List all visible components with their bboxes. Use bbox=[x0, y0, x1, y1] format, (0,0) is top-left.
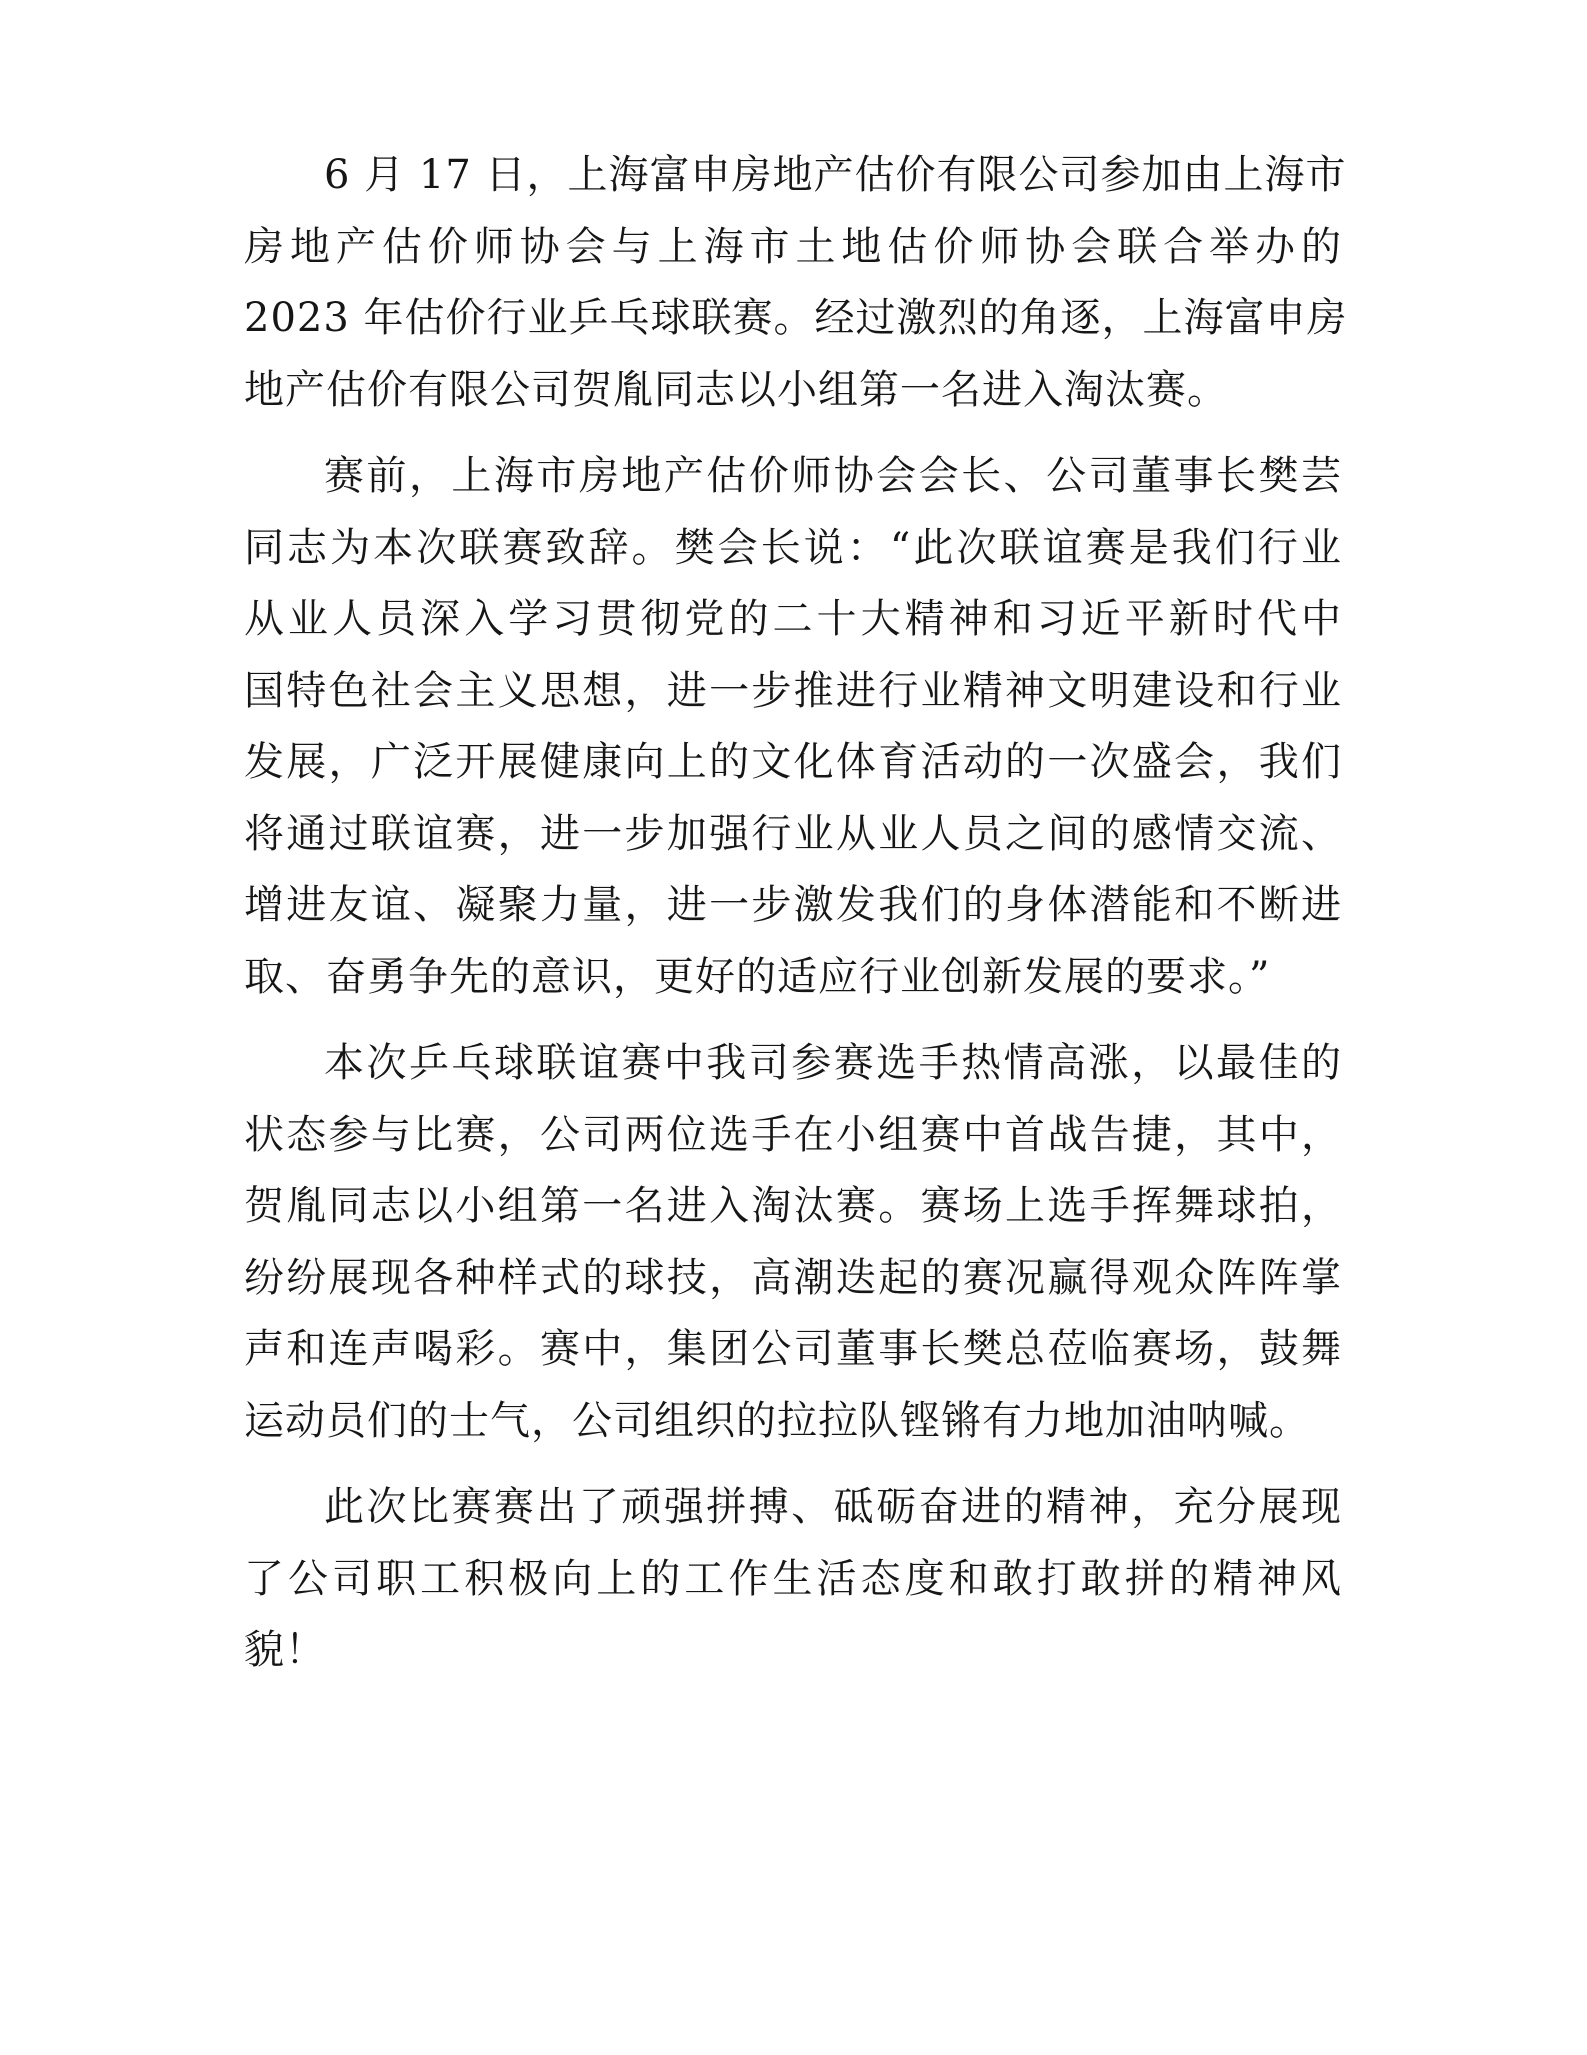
text-line: 同志为本次联赛致辞。樊会长说：“此次联谊赛是我们行业 bbox=[244, 524, 1342, 571]
text-line: 此次比赛赛出了顽强拼搏、砥砺奋进的精神，充分展现 bbox=[324, 1484, 1342, 1530]
text-line: 状态参与比赛，公司两位选手在小组赛中首战告捷，其中， bbox=[244, 1111, 1342, 1158]
text-line: 房地产估价师协会与上海市土地估价师协会联合举办的 bbox=[244, 223, 1342, 270]
text-line: 地产估价有限公司贺胤同志以小组第一名进入淘汰赛。 bbox=[244, 366, 1228, 413]
text-line: 赛前，上海市房地产估价师协会会长、公司董事长樊芸 bbox=[324, 453, 1342, 499]
text-line: 6 月 17 日，上海富申房地产估价有限公司参加由上海市 bbox=[324, 152, 1347, 198]
paragraph-4 bbox=[244, 1472, 1342, 1687]
text-line: 将通过联谊赛，进一步加强行业从业人员之间的感情交流、 bbox=[244, 810, 1342, 857]
text-line: 从业人员深入学习贯彻党的二十大精神和习近平新时代中 bbox=[244, 596, 1342, 642]
article-body bbox=[244, 140, 1348, 1702]
text-line: 贺胤同志以小组第一名进入淘汰赛。赛场上选手挥舞球拍， bbox=[244, 1183, 1342, 1229]
text-line: 国特色社会主义思想，进一步推进行业精神文明建设和行业 bbox=[244, 667, 1342, 714]
text-line: 2023 年估价行业乒乓球联赛。经过激烈的角逐，上海富申房 bbox=[244, 295, 1348, 341]
text-line: 纷纷展现各种样式的球技，高潮迭起的赛况赢得观众阵阵掌 bbox=[244, 1254, 1342, 1301]
text-line: 取、奋勇争先的意识，更好的适应行业创新发展的要求。” bbox=[244, 953, 1271, 1000]
paragraph-3 bbox=[244, 1028, 1342, 1457]
text-line: 声和连声喝彩。赛中，集团公司董事长樊总莅临赛场，鼓舞 bbox=[244, 1326, 1342, 1372]
text-line: 了公司职工积极向上的工作生活态度和敢打敢拼的精神风 bbox=[244, 1555, 1342, 1602]
text-line: 貌！ bbox=[244, 1627, 326, 1673]
text-line: 发展，广泛开展健康向上的文化体育活动的一次盛会，我们 bbox=[244, 739, 1342, 785]
paragraph-1 bbox=[244, 140, 1348, 426]
text-line: 增进友谊、凝聚力量，进一步激发我们的身体潜能和不断进 bbox=[244, 882, 1342, 928]
text-line: 运动员们的士气，公司组织的拉拉队铿锵有力地加油呐喊。 bbox=[244, 1397, 1310, 1444]
paragraph-2 bbox=[244, 441, 1342, 1013]
text-line: 本次乒乓球联谊赛中我司参赛选手热情高涨，以最佳的 bbox=[324, 1040, 1342, 1086]
